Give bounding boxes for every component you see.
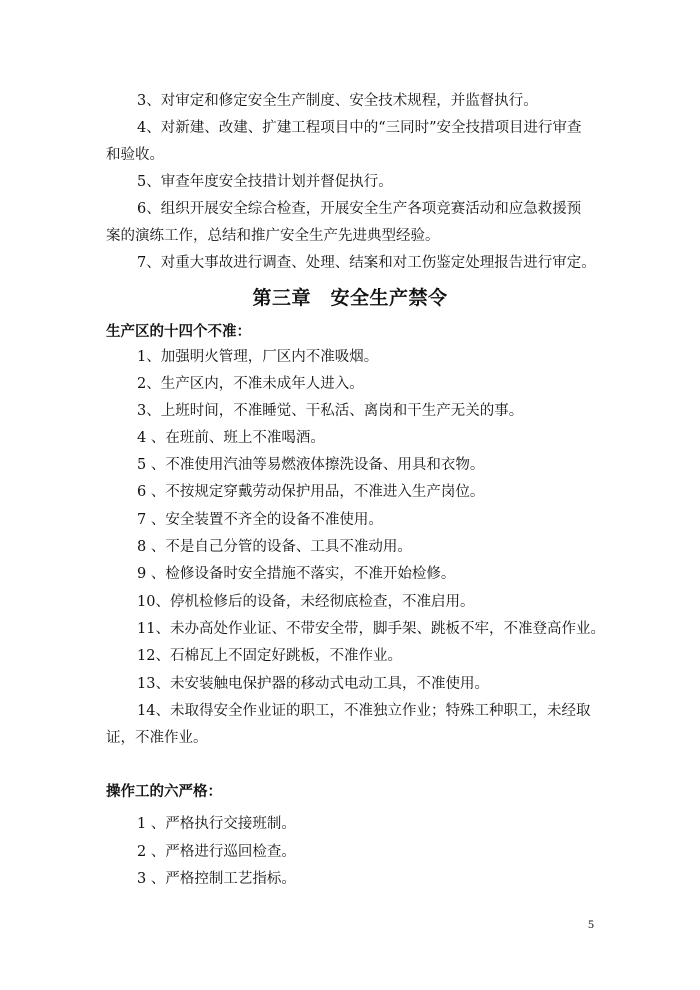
list-item: 5 、不准使用汽油等易燃液体擦洗设备、用具和衣物。 bbox=[137, 457, 485, 473]
list-item: 12、石棉瓦上不固定好跳板，不准作业。 bbox=[137, 648, 402, 664]
paragraph-item-4: 4、对新建、改建、扩建工程项目中的“三同时”安全技措项目进行审查和验收。 bbox=[106, 120, 582, 163]
list-item: 4 、在班前、班上不准喝酒。 bbox=[137, 430, 325, 446]
list-item: 8 、不是自己分管的设备、工具不准动用。 bbox=[137, 539, 412, 555]
section-title-six-strict: 操作工的六严格： bbox=[106, 784, 222, 800]
list-item: 14、未取得安全作业证的职工，不准独立作业；特殊工种职工，未经取证，不准作业。 bbox=[106, 703, 591, 746]
list-item: 2 、严格进行巡回检查。 bbox=[137, 844, 296, 860]
list-item: 1、加强明火管理，厂区内不准吸烟。 bbox=[137, 349, 379, 365]
list-item: 9 、检修设备时安全措施不落实，不准开始检修。 bbox=[137, 566, 456, 582]
paragraph-item-5: 5、审查年度安全技措计划并督促执行。 bbox=[137, 174, 393, 190]
list-item: 6 、不按规定穿戴劳动保护用品，不准进入生产岗位。 bbox=[137, 484, 485, 500]
paragraph-item-3: 3、对审定和修定安全生产制度、安全技术规程，并监督执行。 bbox=[137, 93, 538, 109]
list-item: 1 、严格执行交接班制。 bbox=[137, 816, 296, 832]
list-item: 13、未安装触电保护器的移动式电动工具，不准使用。 bbox=[137, 676, 489, 692]
list-item: 7 、安全装置不齐全的设备不准使用。 bbox=[137, 512, 383, 528]
list-item: 10、停机检修后的设备，未经彻底检查，不准启用。 bbox=[137, 594, 475, 610]
paragraph-item-6: 6、组织开展安全综合检查，开展安全生产各项竞赛活动和应急救援预案的演练工作，总结和推广安全生产先进典型经验。 bbox=[106, 201, 582, 244]
paragraph-item-7: 7、对重大事故进行调查、处理、结案和对工伤鉴定处理报告进行审定。 bbox=[137, 255, 596, 271]
list-item: 11、未办高处作业证、不带安全带，脚手架、跳板不牢，不准登高作业。 bbox=[137, 621, 605, 637]
list-item: 2、生产区内，不准未成年人进入。 bbox=[137, 376, 364, 392]
chapter-title: 第三章 安全生产禁令 bbox=[252, 287, 448, 309]
list-item: 3、上班时间，不准睡觉、干私活、离岗和干生产无关的事。 bbox=[137, 403, 524, 419]
page-number: 5 bbox=[588, 917, 594, 931]
list-item: 3 、严格控制工艺指标。 bbox=[137, 871, 296, 887]
section-title-fourteen-rules: 生产区的十四个不准： bbox=[106, 324, 251, 340]
